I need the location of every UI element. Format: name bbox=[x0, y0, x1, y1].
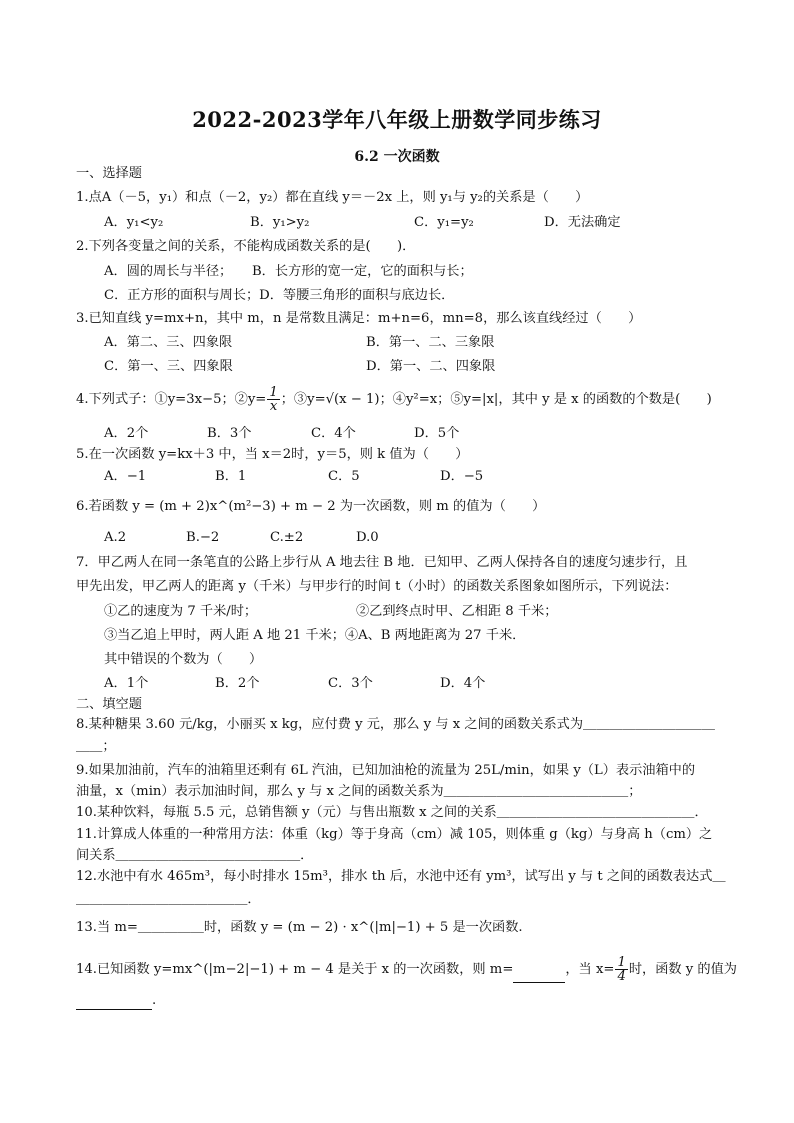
q2-options-line-1: A．圆的周长与半径； B．长方形的宽一定，它的面积与长； bbox=[104, 264, 473, 279]
q1-option-c: C．y₁=y₂ bbox=[414, 215, 474, 230]
q14-fraction-denominator: 4 bbox=[617, 969, 626, 984]
q14-fraction-numerator: 1 bbox=[617, 955, 626, 970]
q7-statements-3-4: ③当乙追上甲时，两人距 A 地 21 千米；④A、B 两地距离为 27 千米． bbox=[104, 628, 526, 643]
question-3-stem: 3.已知直线 y=mx+n，其中 m，n 是常数且满足：m+n=6，mn=8，那么该直线经过（ ） bbox=[76, 311, 642, 326]
q5-option-c: C．5 bbox=[328, 469, 360, 484]
q14-answer-blank-m[interactable] bbox=[513, 982, 565, 983]
q7-option-c: C．3个 bbox=[328, 676, 373, 691]
q3-option-d: D．第一、二、四象限 bbox=[366, 359, 496, 374]
section-subtitle: 6.2 一次函数 bbox=[354, 149, 440, 165]
q14-answer-blank-y-line[interactable] bbox=[76, 995, 152, 1010]
q4-option-b: B．3个 bbox=[207, 426, 252, 441]
question-1-stem: 1.点A（－5，y₁）和点（－2，y₂）都在直线 y＝－2x 上，则 y₁与 y₂的关系是（ ） bbox=[76, 190, 589, 205]
question-2-stem: 2.下列各变量之间的关系，不能构成函数关系的是( )． bbox=[76, 239, 416, 254]
q1-option-b: B．y₁>y₂ bbox=[250, 215, 310, 230]
question-7-stem-line-1: 7．甲乙两人在同一条笔直的公路上步行从 A 地去往 B 地．已知甲、乙两人保持各自的速度匀速步行，且 bbox=[76, 555, 688, 570]
page-title: 2022-2023学年八年级上册数学同步练习 bbox=[192, 107, 602, 132]
question-7-stem-line-2: 甲先出发，甲乙两人的距离 y（千米）与甲步行的时间 t（小时）的函数关系图象如图所示，下列说法： bbox=[76, 579, 678, 594]
section-heading-fill: 二、填空题 bbox=[76, 697, 142, 712]
q4-stem-part-1: 4.下列式子：①y=3x−5；②y= bbox=[76, 392, 267, 407]
question-4-stem bbox=[76, 386, 712, 413]
question-11-line-2: 间关系＿＿＿＿＿＿＿＿＿＿＿＿＿＿． bbox=[76, 848, 314, 863]
q14-stem-part-3: 时，函数 y 的值为 bbox=[628, 962, 737, 977]
q5-option-b: B．1 bbox=[215, 469, 247, 484]
question-8-line-2: ＿＿； bbox=[76, 739, 116, 754]
q7-statement-1: ①乙的速度为 7 千米/时； bbox=[104, 604, 258, 619]
q4-fraction-denominator: x bbox=[269, 399, 278, 414]
q7-option-a: A．1个 bbox=[104, 676, 149, 691]
question-12-line-1: 12.水池中有水 465m³，每小时排水 15m³，排水 th 后，水池中还有 ym³，试写出 y 与 t 之间的函数表达式＿ bbox=[76, 869, 726, 884]
question-10: 10.某种饮料，每瓶 5.5 元，总销售额 y（元）与售出瓶数 x 之间的关系＿＿＿＿＿＿＿＿＿＿＿＿＿＿＿． bbox=[76, 805, 708, 820]
q4-option-d: D．5个 bbox=[414, 426, 460, 441]
q7-ask: 其中错误的个数为（ ） bbox=[104, 652, 263, 667]
section-heading-choice: 一、选择题 bbox=[76, 166, 142, 181]
q14-stem-part-1: 14.已知函数 y=mx^(|m−2|−1) + m − 4 是关于 x 的一次函数，则 m= bbox=[76, 962, 514, 977]
q4-fraction bbox=[267, 386, 279, 413]
q5-option-d: D．−5 bbox=[440, 469, 484, 484]
q2-options-line-2: C．正方形的面积与周长；D．等腰三角形的面积与底边长． bbox=[104, 288, 455, 303]
q4-option-a: A．2个 bbox=[104, 426, 149, 441]
question-9-line-1: 9.如果加油前，汽车的油箱里还剩有 6L 汽油，已知加油枪的流量为 25L/min，如果 y（L）表示油箱中的 bbox=[76, 763, 696, 778]
q3-option-c: C．第一、三、四象限 bbox=[104, 359, 233, 374]
q6-option-a: A.2 bbox=[104, 530, 127, 545]
q6-option-d: D.0 bbox=[356, 530, 379, 545]
q4-fraction-numerator: 1 bbox=[269, 385, 278, 400]
question-6-stem: 6.若函数 y = (m + 2)x^(m²−3) + m − 2 为一次函数，则 m 的值为（ ） bbox=[76, 499, 546, 514]
question-14-stem bbox=[76, 956, 737, 983]
q4-option-c: C．4个 bbox=[311, 426, 356, 441]
q3-option-a: A．第二、三、四象限 bbox=[104, 335, 233, 350]
question-12-line-2: ＿＿＿＿＿＿＿＿＿＿＿＿＿． bbox=[76, 892, 261, 907]
question-9-line-2: 油量，x（min）表示加油时间，那么 y 与 x 之间的函数关系为＿＿＿＿＿＿＿＿＿＿＿＿＿＿； bbox=[76, 784, 642, 799]
q4-stem-part-2: ；③y=√(x − 1)；④y²=x；⑤y=|x|，其中 y 是 x 的函数的个数是( ) bbox=[280, 392, 712, 407]
q14-fraction bbox=[615, 956, 627, 983]
q6-option-b: B.−2 bbox=[186, 530, 220, 545]
q14-answer-blank-y[interactable]: . bbox=[76, 992, 156, 1010]
q7-statement-2: ②乙到终点时甲、乙相距 8 千米； bbox=[356, 604, 558, 619]
q5-option-a: A．−1 bbox=[104, 469, 147, 484]
q7-option-b: B．2个 bbox=[215, 676, 260, 691]
q7-option-d: D．4个 bbox=[440, 676, 486, 691]
question-13: 13.当 m=＿＿＿＿＿时，函数 y = (m − 2) · x^(|m|−1) + 5 是一次函数. bbox=[76, 920, 523, 935]
question-5-stem: 5.在一次函数 y=kx＋3 中，当 x＝2时，y＝5，则 k 值为（ ） bbox=[76, 447, 469, 462]
q14-stem-part-2: ，当 x= bbox=[565, 962, 615, 977]
q1-option-a: A．y₁<y₂ bbox=[104, 215, 164, 230]
q1-option-d: D．无法确定 bbox=[544, 215, 621, 230]
q6-option-c: C.±2 bbox=[270, 530, 304, 545]
q3-option-b: B．第一、二、三象限 bbox=[366, 335, 495, 350]
question-11-line-1: 11.计算成人体重的一种常用方法：体重（kg）等于身高（cm）减 105，则体重 g（kg）与身高 h（cm）之 bbox=[76, 827, 713, 842]
question-8-line-1: 8.某种糖果 3.60 元/kg，小丽买 x kg，应付费 y 元，那么 y 与 x 之间的函数关系式为＿＿＿＿＿＿＿＿＿＿ bbox=[76, 717, 715, 732]
